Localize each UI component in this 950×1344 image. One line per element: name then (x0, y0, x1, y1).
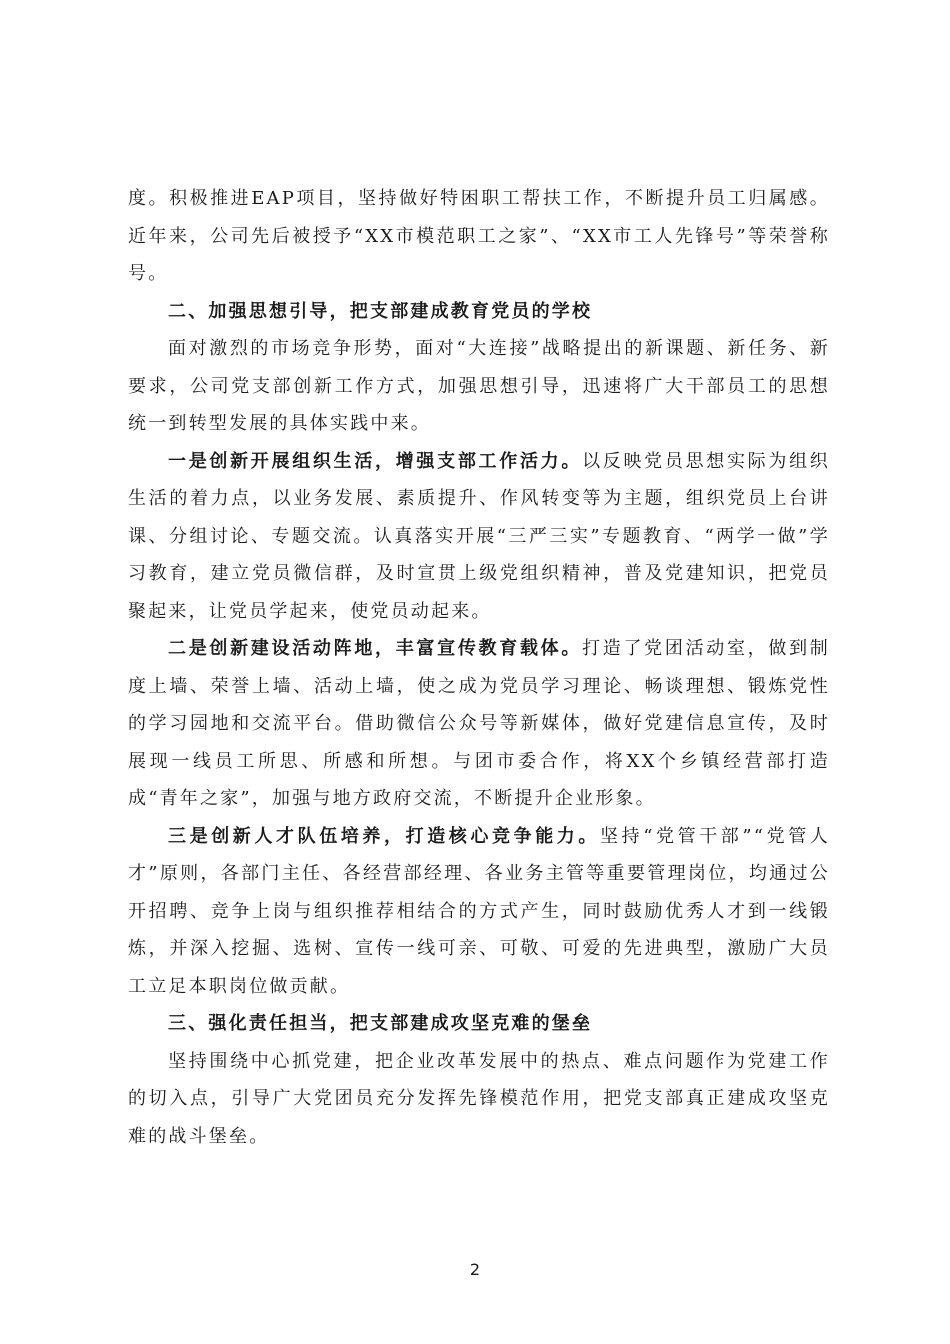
paragraph-lead: 二是创新建设活动阵地，丰富宣传教育载体。 (168, 638, 583, 659)
paragraph-text: 以反映党员思想实际为组织生活的着力点，以业务发展、素质提升、作风转变等为主题，组织党员上台讲课、分组讨论、专题交流。认真落实开展“三严三实”专题教育、“两学一做”学习教育，建立党员微信群，及时宣贯上级党组织精神，普及党建知识，把党员聚起来，让党员学起来，使党员动起来。 (128, 450, 830, 622)
section-heading-3 (128, 1005, 830, 1043)
paragraph-intro-section-3 (128, 1043, 830, 1156)
section-heading-2 (128, 293, 830, 331)
paragraph-point-3 (128, 818, 830, 1006)
heading-text: 二、加强思想引导，把支部建成教育党员的学校 (168, 300, 593, 322)
paragraph-text: 打造了党团活动室，做到制度上墙、荣誉上墙、活动上墙，使之成为党员学习理论、畅谈理想、锻炼党性的学习园地和交流平台。借助微信公众号等新媒体，做好党建信息宣传，及时展现一线员工所思、所感和所想。与团市委合作，将XX个乡镇经营部打造成“青年之家”，加强与地方政府交流，不断提升企业形象。 (128, 638, 830, 809)
paragraph-text: 面对激烈的市场竞争形势，面对“大连接”战略提出的新课题、新任务、新要求，公司党支部创新工作方式，加强思想引导，迅速将广大干部员工的思想统一到转型发展的具体实践中来。 (128, 338, 830, 434)
paragraph-lead: 一是创新开展组织生活，增强支部工作活力。 (168, 450, 583, 472)
paragraph-point-2 (128, 630, 830, 818)
document-body (128, 180, 830, 1155)
paragraph-intro-section-2 (128, 330, 830, 443)
paragraph-text: 坚持“党管干部”“党管人才”原则，各部门主任、各经营部经理、各业务主管等重要管理岗位，均通过公开招聘、竞争上岗与组织推荐相结合的方式产生，同时鼓励优秀人才到一线锻炼，并深入挖掘、选树、宣传一线可亲、可敬、可爱的先进典型，激励广大员工立足本职岗位做贡献。 (128, 825, 831, 997)
paragraph-lead: 三是创新人才队伍培养，打造核心竞争能力。 (168, 825, 600, 847)
paragraph-continuation (128, 180, 830, 293)
paragraph-text: 坚持围绕中心抓党建，把企业改革发展中的热点、难点问题作为党建工作的切入点，引导广大党团员充分发挥先锋模范作用，把党支部真正建成攻坚克难的战斗堡垒。 (128, 1050, 830, 1147)
paragraph-point-1 (128, 443, 830, 631)
paragraph-text: 度。积极推进EAP项目，坚持做好特困职工帮扶工作，不断提升员工归属感。近年来，公司先后被授予“XX市模范职工之家”、“XX市工人先锋号”等荣誉称号。 (128, 188, 830, 284)
heading-text: 三、强化责任担当，把支部建成攻坚克难的堡垒 (168, 1013, 593, 1034)
page-number: 2 (469, 1260, 481, 1279)
